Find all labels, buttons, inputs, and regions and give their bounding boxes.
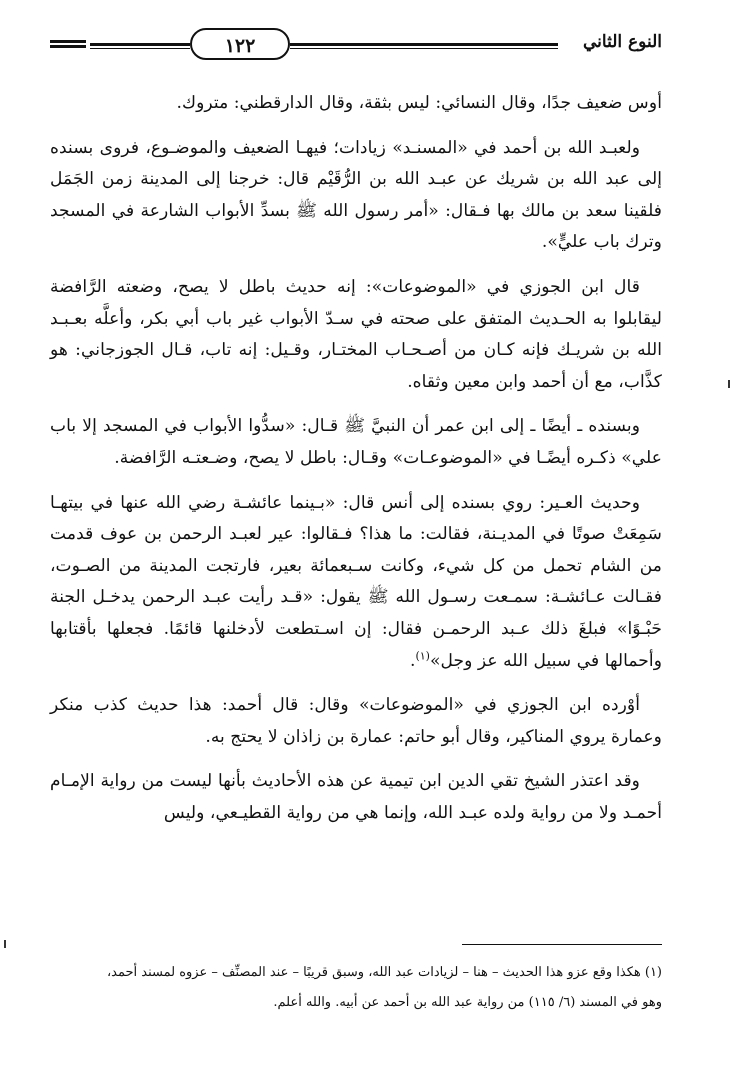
paragraph-text: وحديث العـير: روي بسنده إلى أنس قال: «بـينما عائشـة رضي الله عنها في بيتهـا سَمِعَتْ صوتًا في المديـنة، فقالت: ما هذا؟ فـقالوا: عير لعبـد الرحمن بن عوف قدمت من الشام تحمل من كل شيء، وكانت سـبعمائة بعير، فارتجت المدينة من الصـوت، فقـالت عـائشـة: سمـعت رسـول الله ﷺ يقول: «قـد رأيت عبـد الرحمن يدخـل الجنة حَبْـوًا» فبلغَ ذلك عـبد الرحمـن فقال: إن اسـتطعت لأدخلنها قائمًا. فجعلها بأقتابها وأحمالها في سبيل الله عز وجل» bbox=[50, 492, 662, 671]
paragraph: ولعبـد الله بن أحمد في «المسنـد» زيادات؛ فيهـا الضعيف والموضـوع، فروى بسنده إلى عبد الله بن شريك عن عبـد الله بن الرُّقَيْم قال: خرجنا إلى المدينة زمن الجَمَل فلقينا سعد بن مالك بها فـقال: «أمر رسول الله ﷺ بسدِّ الأبواب الشارعة في المسجد وترك باب عليٍّ». bbox=[50, 137, 662, 253]
paragraph: أوس ضعيف جدًا، وقال النسائي: ليس بثقة، وقال الدارقطني: متروك. bbox=[176, 93, 662, 113]
paragraph bbox=[50, 488, 662, 678]
chapter-title: النوع الثاني bbox=[583, 32, 662, 52]
header-rule-right bbox=[290, 43, 558, 46]
paragraph: وبسنده ـ أيضًا ـ إلى ابن عمر أن النبيَّ ﷺ قـال: «سدُّوا الأبواب في المسجد إلا باب علي» ذكـره أيضًـا في «الموضوعـات» وقـال: باطل لا يصح، وضـعتـه الرَّافضة. bbox=[50, 416, 662, 468]
paragraph-end: . bbox=[409, 650, 416, 671]
paragraph: أوْرده ابن الجوزي في «الموضوعات» وقال: قال أحمد: هذا حديث كذب منكر وعمارة يروي المناكير، وقال أبو حاتم: عمارة بن زاذان لا يحتج به. bbox=[50, 695, 662, 747]
paragraph: قال ابن الجوزي في «الموضوعات»: إنه حديث باطل لا يصح، وضعته الرَّافضة ليقابلوا به الحـديث المتفق على صحته في سـدّ الأبواب غير باب أبي بكر، وأعلَّه بعـبـد الله بن شريـك فإنه كـان من أصـحـاب المختـار، وقـيل: إنه تاب، قـال الجوزجاني: هو كذَّاب، مع أن أحمد وابن معين وثقاه. bbox=[50, 276, 662, 392]
main-text bbox=[50, 88, 662, 842]
margin-mark bbox=[4, 940, 6, 948]
paragraph: وقد اعتذر الشيخ تقي الدين ابن تيمية عن هذه الأحاديث بأنها ليست من رواية الإمـام أحمـد ولا من رواية ولده عبـد الله، وإنما هي من رواية القطيـعي، وليس bbox=[50, 771, 662, 823]
header-rule-left-thin bbox=[90, 48, 190, 49]
running-header bbox=[50, 26, 662, 66]
footnote-line: وهو في المسند (٦/ ١١٥) من رواية عبد الله بن أحمد عن أبيه. والله أعلم. bbox=[273, 995, 662, 1010]
footnote-line: (١) هكذا وقع عزو هذا الحديث – هنا – لزيادات عبد الله، وسبق قريبًا – عند المصنِّف – عزوه لمسند أحمد، bbox=[106, 965, 662, 980]
header-rule-right-thin bbox=[290, 48, 558, 49]
header-rule-left bbox=[90, 43, 190, 46]
footnote-marker: (١) bbox=[415, 648, 430, 662]
margin-mark bbox=[728, 380, 730, 388]
page-number: ١٢٢ bbox=[190, 28, 290, 60]
header-ornament bbox=[50, 40, 86, 48]
footnote-separator bbox=[462, 944, 662, 945]
footnotes bbox=[50, 958, 662, 1018]
